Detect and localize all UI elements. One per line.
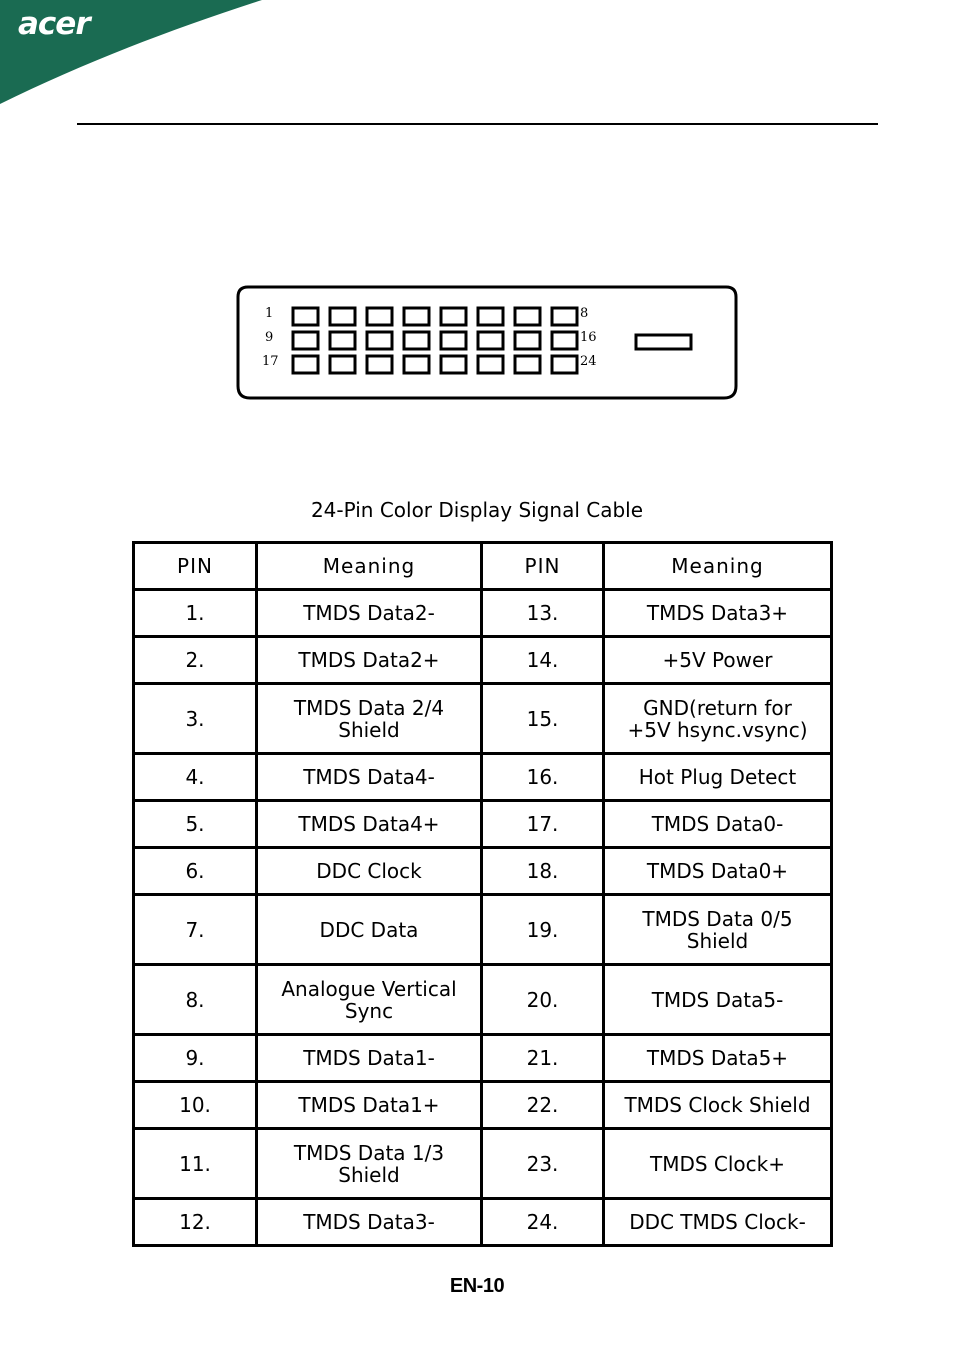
table-row [134,684,832,754]
connector-pin [441,308,466,325]
pin-assignment-table [132,541,833,1247]
pin-meaning: TMDS Data4- [257,754,482,801]
row-start-label: 1 [265,306,274,321]
header-rule [77,123,878,125]
table-row [134,754,832,801]
table-row [134,1129,832,1199]
pin-number: 8. [134,965,257,1035]
pin-number: 15. [482,684,604,754]
header-pin: PIN [482,543,604,590]
pin-number: 14. [482,637,604,684]
pin-meaning: TMDS Data1- [257,1035,482,1082]
dvi-connector-diagram [236,284,740,402]
flat-blade-pin [636,335,691,349]
row-start-label: 17 [262,354,279,369]
connector-pin [330,308,355,325]
pin-number: 4. [134,754,257,801]
pin-meaning: TMDS Data2+ [257,637,482,684]
table-header-row [134,543,832,590]
page-number: EN-10 [449,1275,505,1297]
row-end-label: 16 [580,330,597,345]
pin-number: 12. [134,1199,257,1246]
connector-pin [552,356,577,373]
pin-number: 20. [482,965,604,1035]
connector-pin [478,308,503,325]
table-row [134,895,832,965]
connector-pin [404,308,429,325]
pin-meaning: TMDS Data0- [604,801,832,848]
table-row [134,637,832,684]
connector-pin [552,308,577,325]
header-meaning: Meaning [604,543,832,590]
pin-meaning: DDC Data [257,895,482,965]
table-row [134,1199,832,1246]
pin-meaning: TMDS Data1+ [257,1082,482,1129]
table-row [134,1035,832,1082]
connector-pin [552,332,577,349]
connector-pin [404,332,429,349]
pin-number: 10. [134,1082,257,1129]
pin-meaning: TMDS Data 0/5 Shield [604,895,832,965]
pin-meaning: +5V Power [604,637,832,684]
pin-meaning: TMDS Data0+ [604,848,832,895]
pin-number: 18. [482,848,604,895]
pin-number: 23. [482,1129,604,1199]
connector-pin [293,308,318,325]
pin-number: 24. [482,1199,604,1246]
pin-number: 11. [134,1129,257,1199]
pin-meaning: DDC TMDS Clock- [604,1199,832,1246]
pin-number: 13. [482,590,604,637]
pin-meaning: TMDS Data3- [257,1199,482,1246]
pin-number: 22. [482,1082,604,1129]
connector-pin [515,308,540,325]
table-row [134,590,832,637]
table-row [134,801,832,848]
pin-number: 6. [134,848,257,895]
pin-number: 1. [134,590,257,637]
pin-meaning: Hot Plug Detect [604,754,832,801]
pin-meaning: TMDS Data 1/3 Shield [257,1129,482,1199]
header-meaning: Meaning [257,543,482,590]
pin-meaning: TMDS Data5- [604,965,832,1035]
table-caption: 24-Pin Color Display Signal Cable [310,498,644,522]
connector-pin [367,308,392,325]
connector-pin [367,356,392,373]
header-pin: PIN [134,543,257,590]
connector-pin [330,332,355,349]
connector-pin [441,356,466,373]
connector-pin [367,332,392,349]
pin-number: 16. [482,754,604,801]
pin-meaning: TMDS Data2- [257,590,482,637]
table-row [134,965,832,1035]
pin-meaning: TMDS Data5+ [604,1035,832,1082]
connector-pin [478,356,503,373]
pin-number: 9. [134,1035,257,1082]
pin-number: 17. [482,801,604,848]
pin-meaning: TMDS Clock+ [604,1129,832,1199]
connector-pin [293,356,318,373]
pin-number: 5. [134,801,257,848]
pin-meaning: TMDS Data4+ [257,801,482,848]
pin-meaning: DDC Clock [257,848,482,895]
pin-meaning: TMDS Data 2/4 Shield [257,684,482,754]
connector-pin [441,332,466,349]
acer-logo: acer [18,6,90,42]
connector-pin [404,356,429,373]
connector-pin [515,332,540,349]
pin-grid [293,308,577,373]
connector-pin [515,356,540,373]
table-row [134,848,832,895]
pin-meaning: Analogue Vertical Sync [257,965,482,1035]
pin-number: 7. [134,895,257,965]
pin-number: 3. [134,684,257,754]
pin-number: 21. [482,1035,604,1082]
connector-pin [478,332,503,349]
row-end-label: 8 [580,306,589,321]
row-end-label: 24 [580,354,597,369]
row-start-label: 9 [265,330,274,345]
pin-number: 19. [482,895,604,965]
pin-number: 2. [134,637,257,684]
connector-pin [330,356,355,373]
connector-pin [293,332,318,349]
table-row [134,1082,832,1129]
pin-meaning: TMDS Clock Shield [604,1082,832,1129]
pin-meaning: TMDS Data3+ [604,590,832,637]
pin-meaning: GND(return for +5V hsync.vsync) [604,684,832,754]
